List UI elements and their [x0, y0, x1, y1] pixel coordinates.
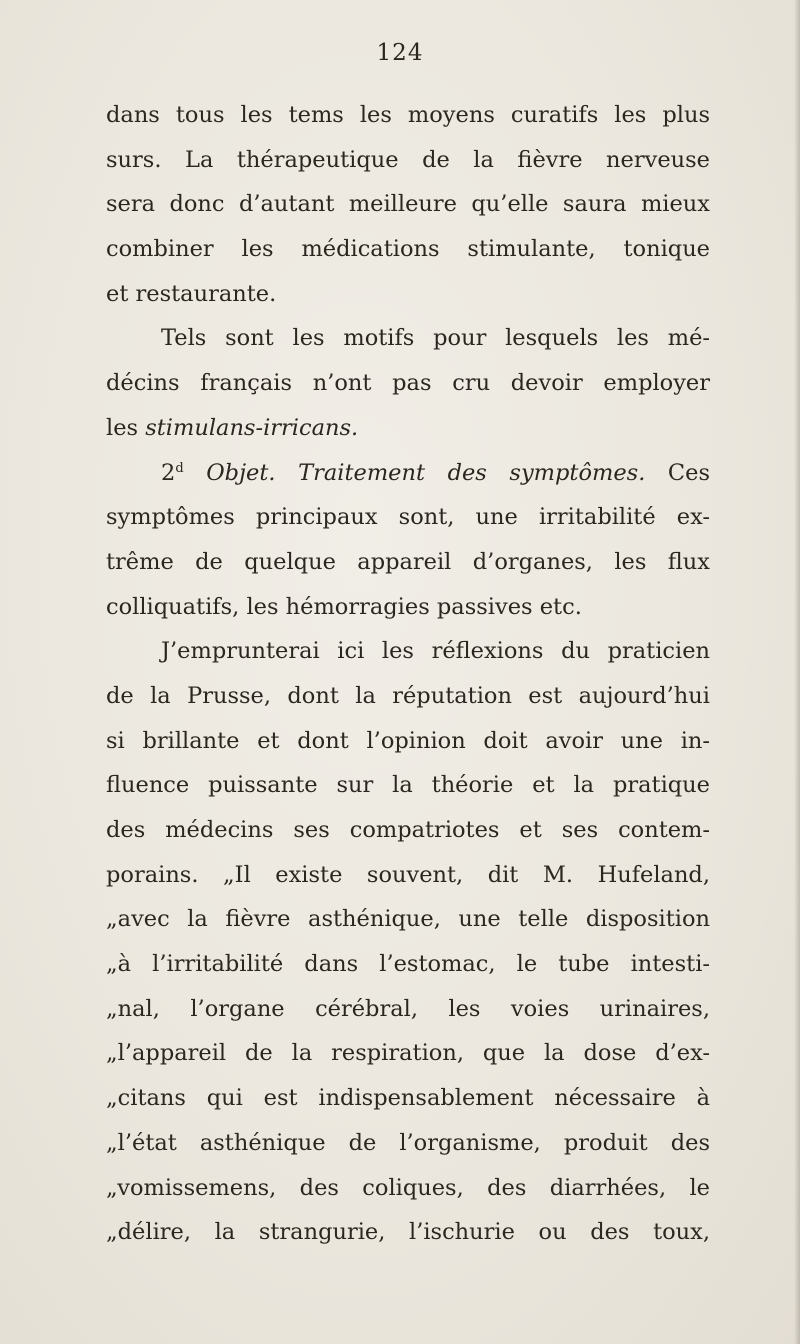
text-line: Tels sont les motifs pour lesquels les mé-: [161, 325, 710, 352]
text-line: „l’état asthénique de l’organisme, produit des: [106, 1129, 710, 1156]
text-segment: d: [175, 460, 184, 476]
text-line: décins français n’ont pas cru devoir employer: [106, 370, 710, 397]
text-segment: les: [106, 414, 146, 441]
text-line: combiner les médications stimulante, tonique: [106, 236, 710, 263]
text-line: „nal, l’organe cérébral, les voies urinaires,: [106, 995, 710, 1022]
text-segment: [184, 460, 207, 486]
text-line: „vomissemens, des coliques, des diarrhées, le: [106, 1174, 710, 1201]
text-line: dans tous les tems les moyens curatifs les plus: [106, 102, 710, 128]
italic-text: Objet. Traitement des symptômes.: [206, 459, 646, 486]
page-number: 124: [376, 40, 424, 66]
text-line: symptômes principaux sont, une irritabilité ex-: [106, 504, 710, 531]
text-line: J’emprunterai ici les réflexions du praticien: [161, 638, 710, 665]
text-line: trême de quelque appareil d’organes, les flux: [106, 548, 710, 575]
text-line: des médecins ses compatriotes et ses contem-: [106, 817, 710, 843]
text-line: porains. „Il existe souvent, dit M. Hufeland,: [106, 861, 710, 888]
text-line: colliquatifs, les hémorragies passives etc.: [106, 593, 582, 620]
text-line: [106, 451, 710, 496]
text-line: „citans qui est indispensablement nécessaire à: [106, 1085, 710, 1112]
text-line: „à l’irritabilité dans l’estomac, le tube intesti-: [106, 951, 710, 978]
body-text: [106, 93, 710, 1255]
italic-text: stimulans-irricans.: [145, 414, 359, 441]
text-segment: Ces: [645, 459, 710, 486]
text-line: „l’appareil de la respiration, que la dose d’ex-: [106, 1040, 710, 1067]
text-line: „délire, la strangurie, l’ischurie ou des toux,: [106, 1219, 710, 1246]
text-segment: 2: [161, 459, 176, 486]
text-line: et restaurante.: [106, 280, 277, 307]
text-line: fluence puissante sur la théorie et la pratique: [106, 772, 710, 799]
text-line: de la Prusse, dont la réputation est aujourd’hui: [106, 682, 710, 709]
page-edge-shadow: [794, 0, 800, 1344]
text-line: [106, 406, 710, 451]
text-line: surs. La thérapeutique de la fièvre nerveuse: [106, 146, 710, 173]
text-line: sera donc d’autant meilleure qu’elle saura mieux: [106, 191, 710, 218]
text-line: „avec la fièvre asthénique, une telle disposition: [106, 906, 710, 933]
text-line: si brillante et dont l’opinion doit avoir une in-: [106, 727, 710, 754]
